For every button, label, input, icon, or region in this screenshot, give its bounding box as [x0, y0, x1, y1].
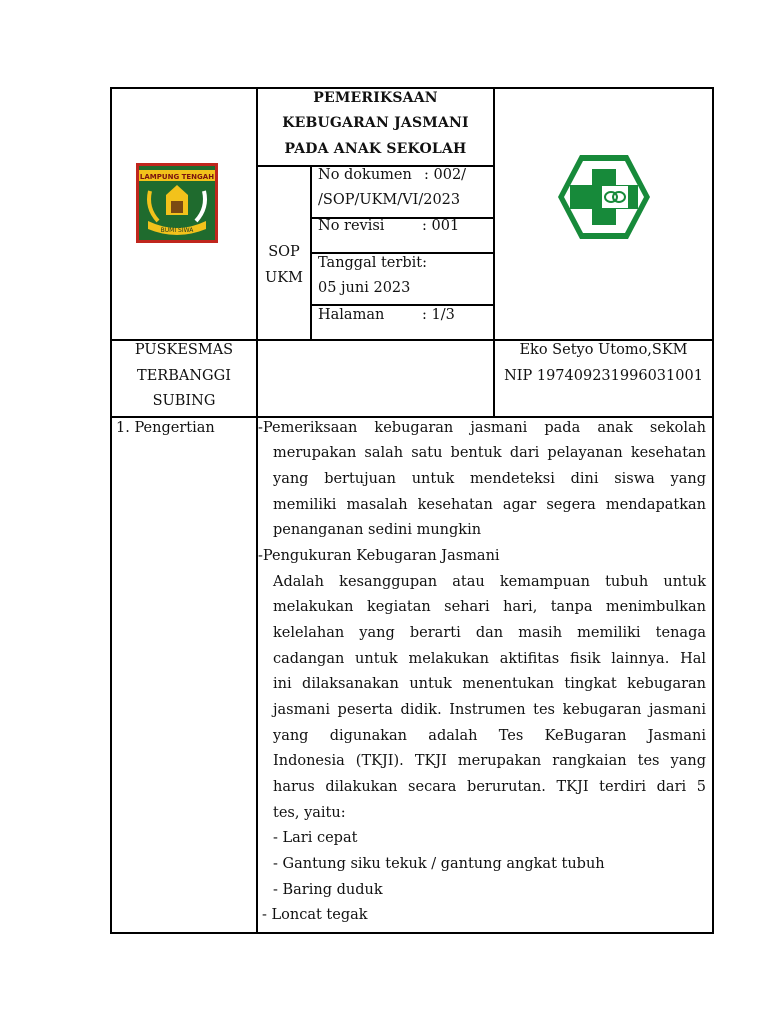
- lampung-tengah-emblem: [136, 163, 218, 243]
- body-line: yang digunakan adalah Tes KeBugaran Jasmani: [273, 728, 706, 744]
- doc-number-value: : 002/: [424, 167, 467, 183]
- body-line: harus dilakukan secara berurutan. TKJI terdiri dari 5: [273, 779, 706, 795]
- body-line: kelelahan yang berarti dan masih memiliki tenaga: [273, 625, 706, 641]
- issue-date-label: Tanggal terbit:: [318, 255, 427, 271]
- title-line-1: PEMERIKSAAN: [313, 90, 438, 106]
- org-name-line-2: TERBANGGI: [137, 368, 231, 384]
- sop-label: SOP: [268, 244, 300, 260]
- org-name-line-1: PUSKESMAS: [134, 342, 234, 358]
- body-line: ini dilaksanakan untuk menentukan tingkat kebugaran: [273, 676, 706, 692]
- org-name-line-3: SUBING: [152, 393, 216, 409]
- section-label: 1. Pengertian: [116, 420, 215, 436]
- emblem-bottom-text: BUMI SIWA: [160, 227, 194, 234]
- page-value: : 1/3: [422, 307, 455, 323]
- signatory-name: Eko Setyo Utomo,SKM: [519, 342, 688, 358]
- doc-number-cont: /SOP/UKM/VI/2023: [318, 192, 461, 208]
- puskesmas-logo: [556, 153, 652, 241]
- emblem-top-text: LAMPUNG TENGAH: [139, 173, 215, 181]
- title-line-3: PADA ANAK SEKOLAH: [284, 141, 467, 157]
- body-line: Adalah kesanggupan atau kemampuan tubuh untuk: [273, 574, 706, 590]
- body-line: -Pengukuran Kebugaran Jasmani: [258, 548, 500, 564]
- page-label: Halaman: [318, 307, 385, 323]
- list-item: - Lari cepat: [273, 830, 358, 846]
- list-item: - Baring duduk: [273, 882, 383, 898]
- body-line: -Pemeriksaan kebugaran jasmani pada anak sekolah: [258, 420, 706, 436]
- body-line: yang bertujuan untuk mendeteksi dini siswa yang: [273, 471, 706, 487]
- body-line: penanganan sedini mungkin: [273, 522, 482, 538]
- signatory-nip: NIP 197409231996031001: [504, 368, 703, 384]
- list-item: - Loncat tegak: [262, 907, 368, 923]
- ukm-label: UKM: [265, 270, 303, 286]
- body-line: jasmani peserta didik. Instrumen tes kebugaran jasmani: [273, 702, 706, 718]
- title-line-2: KEBUGARAN JASMANI: [282, 115, 469, 131]
- body-line: melakukan kegiatan sehari hari, tanpa menimbulkan: [273, 599, 706, 615]
- body-line: Indonesia (TKJI). TKJI merupakan rangkaian tes yang: [273, 753, 706, 769]
- issue-date-value: 05 juni 2023: [318, 280, 411, 296]
- doc-number-label: No dokumen: [318, 167, 412, 183]
- list-item: - Gantung siku tekuk / gantung angkat tubuh: [273, 856, 605, 872]
- revision-value: : 001: [422, 218, 460, 234]
- body-line: memiliki masalah kesehatan agar segera mendapatkan: [273, 497, 706, 513]
- body-line: cadangan untuk melakukan aktifitas fisik lainnya. Hal: [273, 651, 706, 667]
- revision-label: No revisi: [318, 218, 385, 234]
- body-line: merupakan salah satu bentuk dari pelayanan kesehatan: [273, 445, 706, 461]
- body-line: tes, yaitu:: [273, 805, 346, 821]
